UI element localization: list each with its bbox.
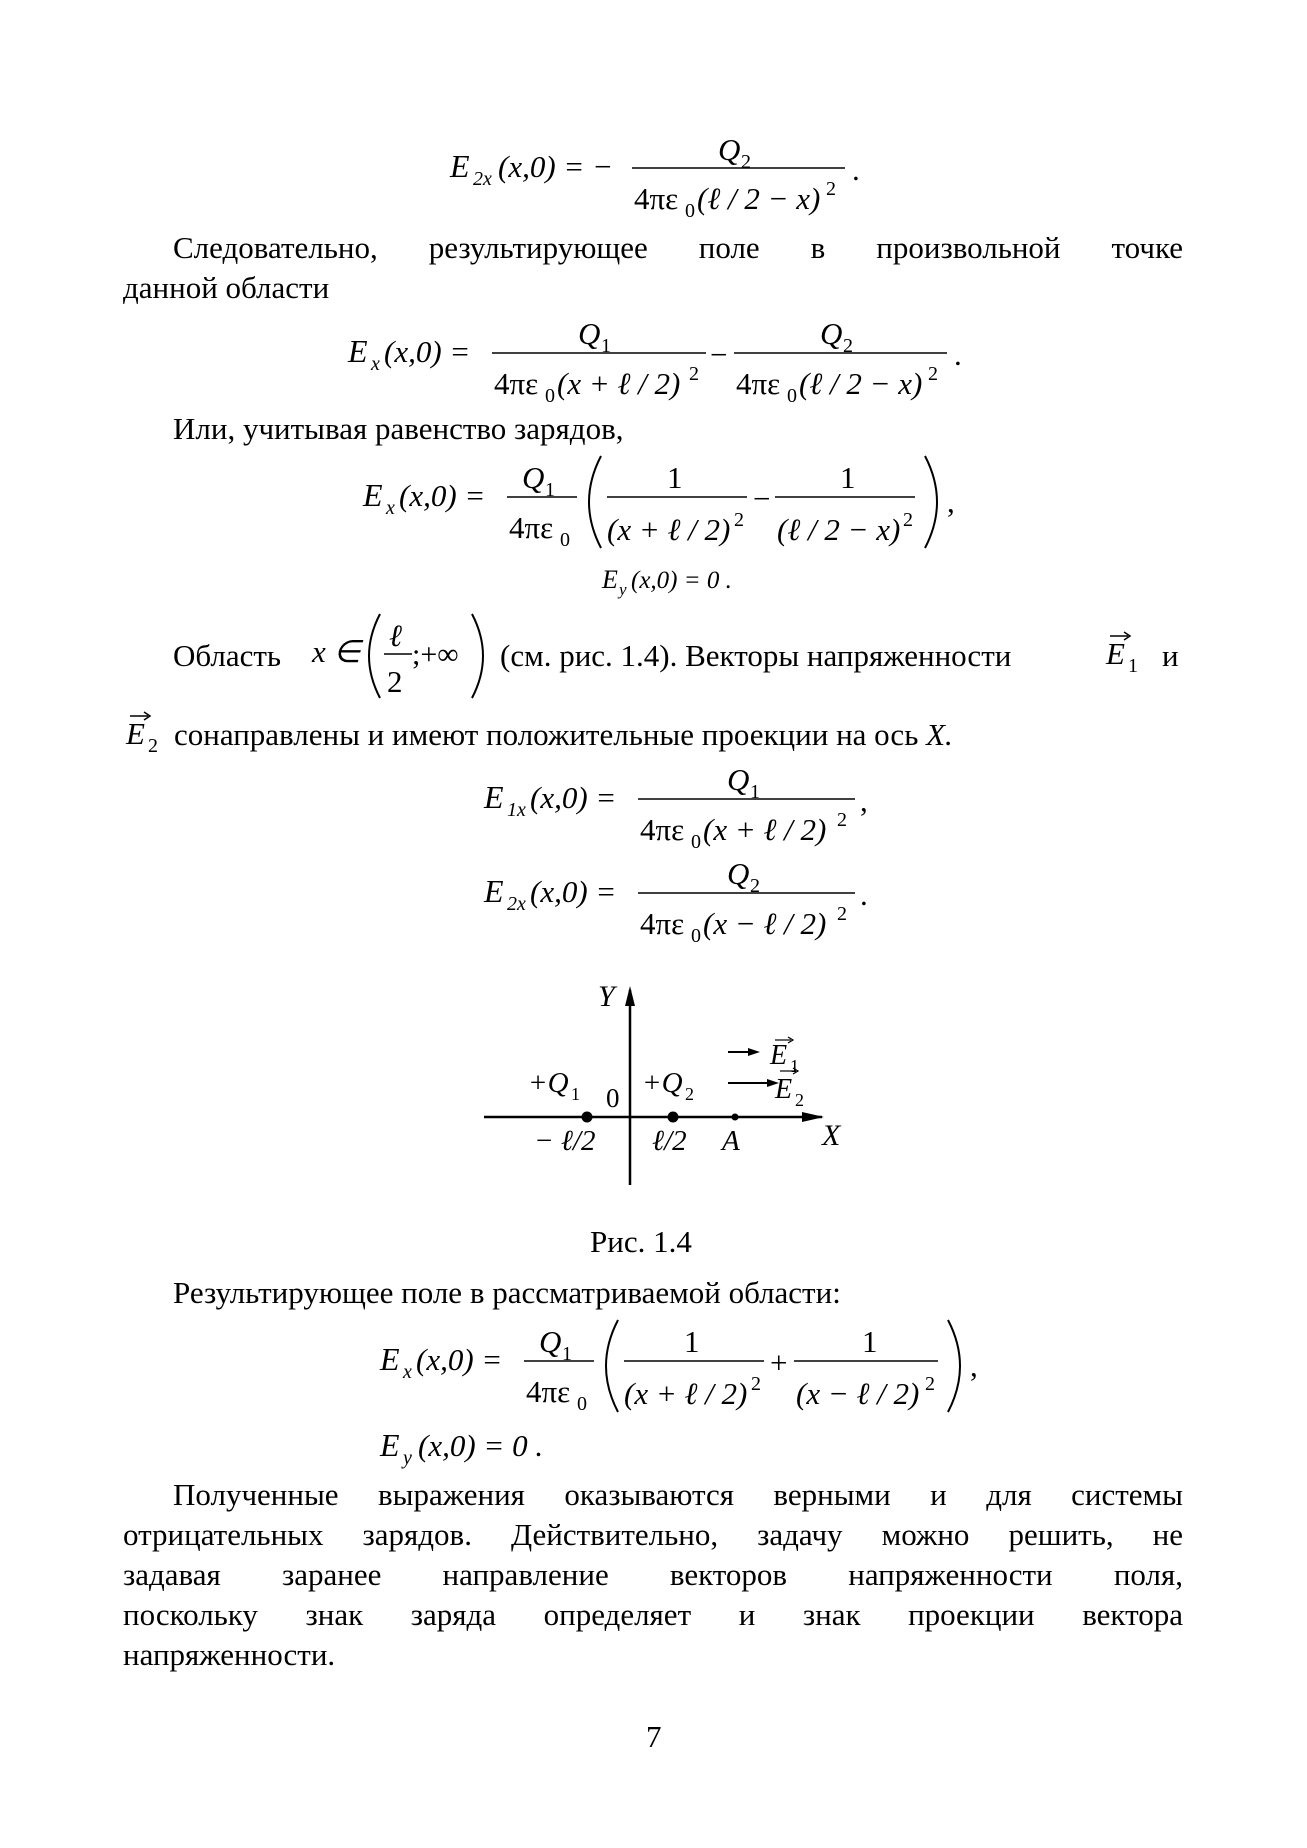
args: (x,0) = <box>530 874 617 909</box>
denominator-sub: 0 <box>691 925 701 947</box>
axis-name: X. <box>926 717 953 752</box>
word: результирующее <box>428 230 648 265</box>
numerator-sub: 1 <box>545 479 555 501</box>
rest: (x,0) = 0 . <box>631 567 732 594</box>
origin-label: 0 <box>606 1083 620 1113</box>
tail: ;+∞ <box>412 638 459 671</box>
charge-2-label: +Q <box>642 1067 683 1099</box>
numerator: Q <box>727 762 750 797</box>
power: 2 <box>903 509 913 531</box>
e1-label: E <box>770 1040 788 1071</box>
denominator: 4πε <box>640 812 685 847</box>
formula-ex-result <box>372 1312 992 1422</box>
paragraph-word: Область <box>173 638 282 673</box>
denominator: 4πε <box>634 181 679 216</box>
denominator-sub: 0 <box>787 385 797 407</box>
vector-e1 <box>1102 624 1142 680</box>
paragraph-line: поскольку знак заряда определяет и знак проекции вектора <box>123 1597 1183 1632</box>
args: (x,0) = <box>399 478 486 513</box>
charge-1-dot <box>582 1112 593 1123</box>
power: 2 <box>837 903 847 925</box>
denominator-sub: 0 <box>545 385 555 407</box>
vector-e2 <box>122 704 166 760</box>
power: 2 <box>689 363 699 385</box>
rest: (x,0) = 0 . <box>418 1428 544 1463</box>
numerator-sub: 2 <box>843 335 853 357</box>
e-symbol: E <box>602 565 618 594</box>
numerator: Q <box>718 132 741 167</box>
paragraph-line <box>123 228 1183 268</box>
numerator: Q <box>539 1324 562 1359</box>
vector-sub: 1 <box>1128 655 1138 677</box>
args: (x,0) = − <box>498 149 613 184</box>
numerator: 1 <box>684 1324 700 1359</box>
denominator: 2 <box>387 664 403 699</box>
left-paren <box>589 456 601 548</box>
numerator-sub: 2 <box>750 875 760 897</box>
subscript: 2x <box>473 168 492 190</box>
formula-e1x-region3 <box>478 756 878 856</box>
e-symbol: E <box>363 477 383 513</box>
paragraph-word: и <box>1162 638 1179 673</box>
denominator-sub: 0 <box>577 1393 587 1415</box>
numerator-sub: 1 <box>562 1343 572 1365</box>
paragraph-line: задавая заранее направление векторов напряженности поля, <box>123 1557 1183 1592</box>
subscript: x <box>386 497 395 519</box>
end-punct: . <box>954 337 962 372</box>
left-paren <box>606 1320 618 1412</box>
charge-1-sub: 1 <box>571 1084 580 1104</box>
numerator-sub: 2 <box>741 151 751 173</box>
denominator: 4πε <box>640 906 685 941</box>
end-punct: , <box>947 484 955 519</box>
word: в <box>810 230 826 265</box>
formula-ex-equal <box>355 448 975 558</box>
y-axis-arrowhead <box>625 986 635 1006</box>
denominator: 4πε <box>526 1374 571 1409</box>
vector-sub: 2 <box>148 735 158 757</box>
power: 2 <box>751 1373 761 1395</box>
numerator: Q <box>727 856 750 891</box>
power: 2 <box>928 363 938 385</box>
denominator-sub: 0 <box>560 529 570 551</box>
denominator-rest: (ℓ / 2 − x) <box>799 366 923 401</box>
end-punct: . <box>860 877 868 912</box>
end-punct: , <box>970 1348 978 1383</box>
charge-2-sub: 2 <box>685 1084 694 1104</box>
numerator: 1 <box>862 1324 878 1359</box>
end-punct: . <box>852 152 860 187</box>
paragraph-line: Полученные выражения оказываются верными и для системы <box>173 1477 1183 1512</box>
e1-sub: 1 <box>790 1056 799 1076</box>
numerator: Q <box>820 316 843 351</box>
x-axis-label: X <box>822 1119 841 1152</box>
page-number: 7 <box>646 1719 662 1754</box>
right-paren <box>948 1320 960 1412</box>
e-symbol: E <box>484 779 504 815</box>
formula-e2x-region2 <box>440 125 880 225</box>
denominator-rest: (x − ℓ / 2) <box>703 906 827 941</box>
formula-ey-zero-1 <box>598 560 778 604</box>
denominator: 4πε <box>494 366 539 401</box>
minus-sign: − <box>753 481 771 516</box>
power: 2 <box>734 509 744 531</box>
denominator: 4πε <box>736 366 781 401</box>
denominator: (x + ℓ / 2) <box>607 512 731 547</box>
figure-caption: Рис. 1.4 <box>590 1224 692 1259</box>
tick-left-label: − ℓ/2 <box>534 1125 596 1157</box>
vector-symbol: E <box>1106 636 1125 671</box>
e2-sub: 2 <box>795 1090 804 1110</box>
tick-right-label: ℓ/2 <box>652 1125 687 1157</box>
paragraph-line: напряженности. <box>123 1637 336 1672</box>
numerator: Q <box>522 460 545 495</box>
subscript: y <box>403 1447 412 1469</box>
point-a-label: A <box>722 1125 740 1157</box>
denominator-rest: (ℓ / 2 − x) <box>697 181 821 216</box>
denominator-rest: (x + ℓ / 2) <box>557 366 681 401</box>
figure-diagram <box>470 970 870 1190</box>
word: точке <box>1111 230 1183 265</box>
paragraph-line: отрицательных зарядов. Действительно, задачу можно решить, не <box>123 1517 1183 1552</box>
end-punct: , <box>860 783 868 818</box>
word: поле <box>698 230 760 265</box>
args: (x,0) = <box>384 334 471 369</box>
numerator: 1 <box>840 460 856 495</box>
formula-ex-sum <box>340 310 980 410</box>
formula-region3-set <box>308 608 488 706</box>
formula-ey-zero-2 <box>372 1422 612 1472</box>
paragraph-line: данной области <box>123 270 330 305</box>
e-symbol: E <box>380 1341 400 1377</box>
subscript: x <box>403 1361 412 1383</box>
numerator-sub: 1 <box>601 335 611 357</box>
paragraph-line <box>174 715 953 755</box>
e-symbol: E <box>484 873 504 909</box>
subscript: 2x <box>507 893 526 915</box>
point-a-dot <box>732 1114 739 1121</box>
power: 2 <box>837 809 847 831</box>
numerator: ℓ <box>389 618 402 653</box>
paragraph-line: Или, учитывая равенство зарядов, <box>173 411 624 446</box>
denominator-sub: 0 <box>685 200 695 222</box>
e-symbol: E <box>348 333 368 369</box>
numerator: 1 <box>667 460 683 495</box>
minus-sign: − <box>710 337 728 372</box>
denominator: (x − ℓ / 2) <box>796 1376 920 1411</box>
left-paren <box>369 614 380 698</box>
power: 2 <box>925 1373 935 1395</box>
denominator-rest: (x + ℓ / 2) <box>703 812 827 847</box>
numerator: Q <box>578 316 601 351</box>
paragraph-text: (см. рис. 1.4). Векторы напряженности <box>500 638 1012 673</box>
plus-sign: + <box>770 1345 788 1380</box>
e-symbol: E <box>450 148 470 184</box>
word: Следовательно, <box>173 230 378 265</box>
e1-arrowhead <box>748 1048 760 1056</box>
denominator: 4πε <box>509 510 554 545</box>
subscript: 1x <box>507 799 526 821</box>
denominator-sub: 0 <box>691 831 701 853</box>
y-axis-label: Y <box>598 980 615 1013</box>
formula-e2x-region3 <box>478 850 878 950</box>
paragraph-line: Результирующее поле в рассматриваемой области: <box>173 1275 841 1310</box>
args: (x,0) = <box>416 1342 503 1377</box>
x-in: x ∈ <box>312 634 361 669</box>
vector-symbol: E <box>126 716 145 751</box>
denominator: (ℓ / 2 − x) <box>777 512 901 547</box>
numerator-sub: 1 <box>750 781 760 803</box>
charge-2-dot <box>668 1112 679 1123</box>
x-axis-arrowhead <box>802 1112 824 1122</box>
charge-1-label: +Q <box>528 1067 569 1099</box>
power: 2 <box>826 178 836 200</box>
e2-label: E <box>775 1074 793 1105</box>
right-paren <box>925 456 937 548</box>
subscript: y <box>619 580 627 599</box>
args: (x,0) = <box>530 780 617 815</box>
word: произвольной <box>876 230 1061 265</box>
denominator: (x + ℓ / 2) <box>624 1376 748 1411</box>
right-paren <box>472 614 483 698</box>
e-symbol: E <box>380 1427 400 1463</box>
paragraph-text: сонаправлены и имеют положительные проекции на ось <box>174 717 919 752</box>
subscript: x <box>371 353 380 375</box>
